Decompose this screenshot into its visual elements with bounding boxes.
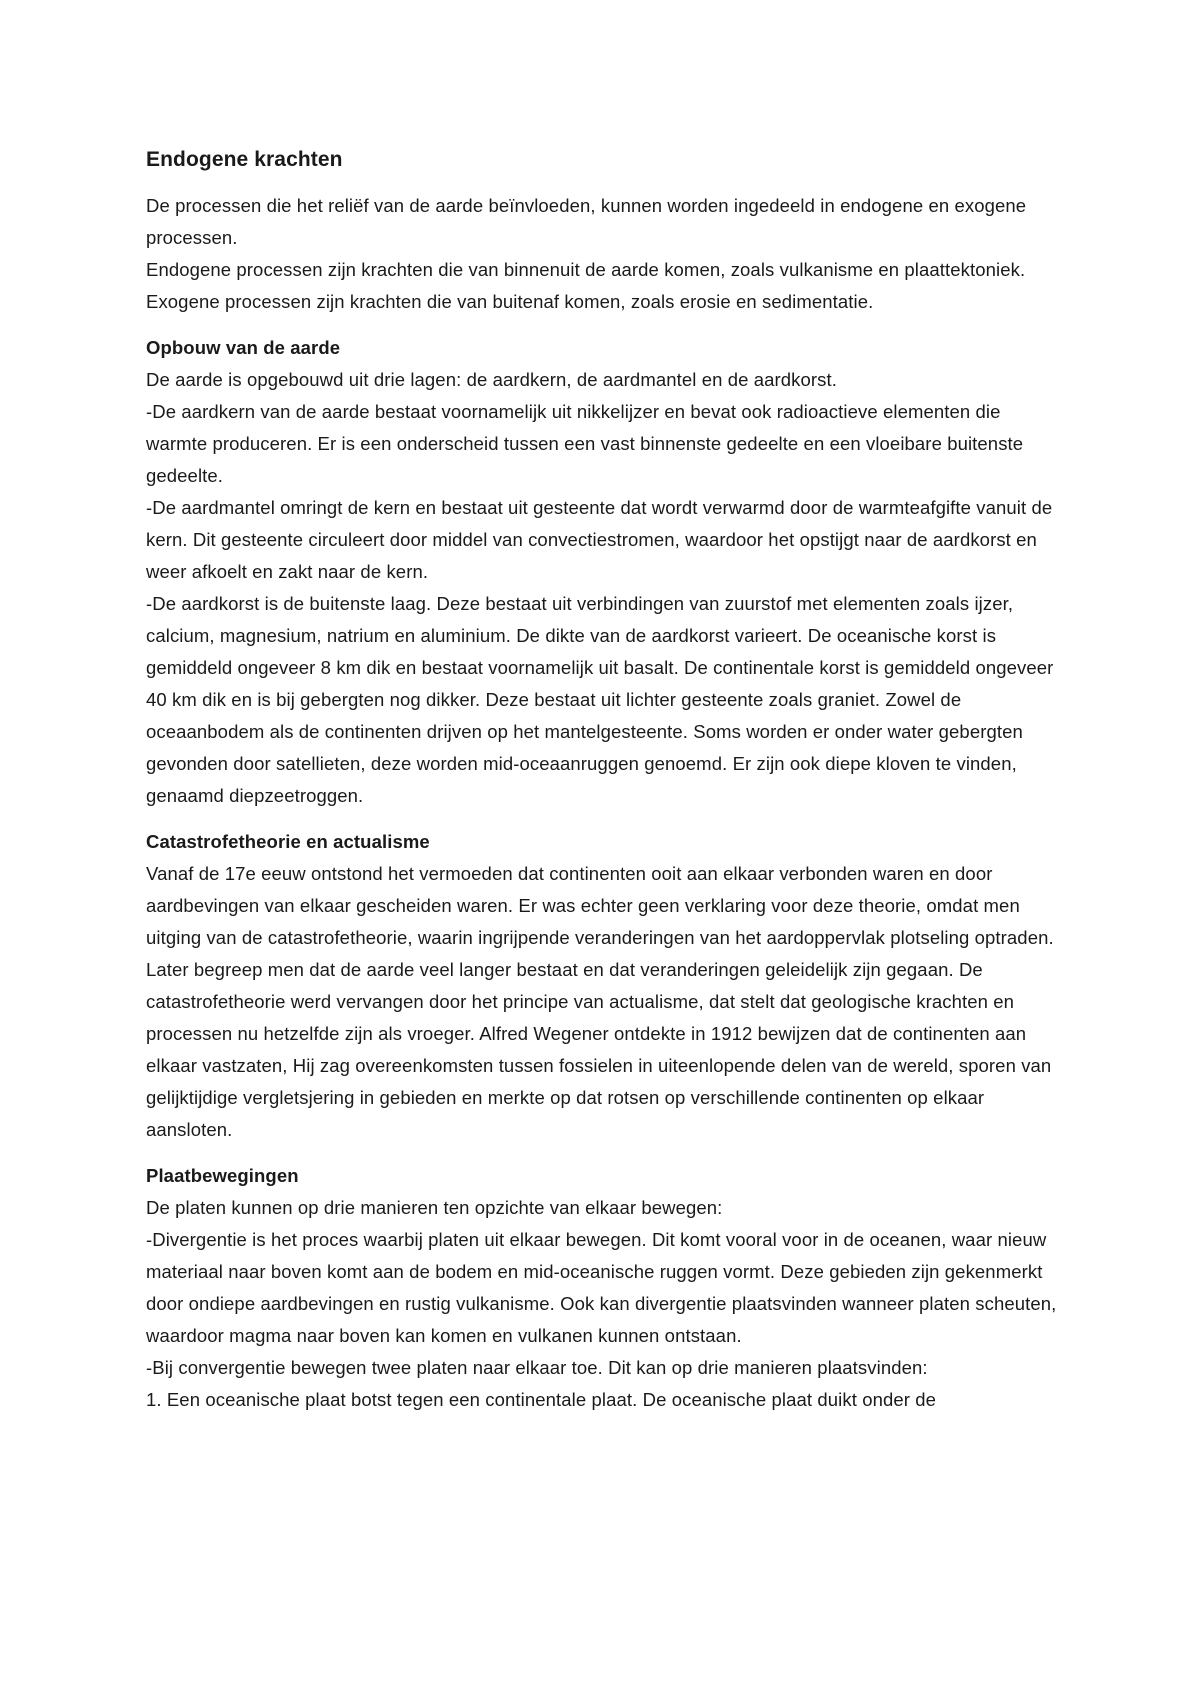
section-heading-catastrofetheorie: Catastrofetheorie en actualisme [146, 831, 430, 852]
section-spacer [146, 318, 1066, 332]
section-paragraph: -De aardkern van de aarde bestaat voornamelijk uit nikkelijzer en bevat ook radioactieve elementen die warmte produceren. Er is een onderscheid tussen een vast binnenste gedeelte en een vloeibare buitenste gedeelte. [146, 401, 1024, 486]
intro-paragraph: Exogene processen zijn krachten die van buitenaf komen, zoals erosie en sedimentatie. [146, 291, 874, 312]
intro-paragraph: De processen die het reliëf van de aarde beïnvloeden, kunnen worden ingedeeld in endogene en exogene processen. [146, 195, 1027, 248]
document-title: Endogene krachten [146, 148, 343, 171]
section-paragraph: De platen kunnen op drie manieren ten opzichte van elkaar bewegen: [146, 1197, 723, 1218]
section-paragraph: -De aardmantel omringt de kern en bestaat uit gesteente dat wordt verwarmd door de warmteafgifte vanuit de kern. Dit gesteente circuleert door middel van convectiestromen, waardoor het opstijgt naar de aardkorst en weer afkoelt en zakt naar de kern. [146, 497, 1053, 582]
section-paragraph: -De aardkorst is de buitenste laag. Deze bestaat uit verbindingen van zuurstof met elementen zoals ijzer, calcium, magnesium, natrium en aluminium. De dikte van de aardkorst varieert. De oceanische korst is gemiddeld ongeveer 8 km dik en bestaat voornamelijk uit basalt. De continentale korst is gemiddeld ongeveer 40 km dik en is bij gebergten nog dikker. Deze bestaat uit lichter gesteente zoals graniet. Zowel de oceaanbodem als de continenten drijven op het mantelgesteente. Soms worden er onder water gebergten gevonden door satellieten, deze worden mid-oceaanruggen genoemd. Er zijn ook diepe kloven te vinden, genaamd diepzeetroggen. [146, 593, 1054, 806]
section-heading-opbouw: Opbouw van de aarde [146, 337, 341, 358]
section-paragraph: -Divergentie is het proces waarbij platen uit elkaar bewegen. Dit komt vooral voor in de oceanen, waar nieuw materiaal naar boven komt aan de bodem en mid-oceanische ruggen vormt. Deze gebieden zijn gekenmerkt door ondiepe aardbevingen en rustig vulkanisme. Ook kan divergentie plaatsvinden wanneer platen scheuten, waardoor magma naar boven kan komen en vulkanen kunnen ontstaan. [146, 1229, 1057, 1346]
section-paragraph: -Bij convergentie bewegen twee platen naar elkaar toe. Dit kan op drie manieren plaatsvinden: [146, 1357, 928, 1378]
section-spacer [146, 812, 1066, 826]
intro-paragraph: Endogene processen zijn krachten die van binnenuit de aarde komen, zoals vulkanisme en plaattektoniek. [146, 259, 1026, 280]
section-heading-plaatbewegingen: Plaatbewegingen [146, 1165, 299, 1186]
section-paragraph: De aarde is opgebouwd uit drie lagen: de aardkern, de aardmantel en de aardkorst. [146, 369, 837, 390]
section-spacer [146, 1146, 1066, 1160]
section-paragraph: 1. Een oceanische plaat botst tegen een continentale plaat. De oceanische plaat duikt onder de [146, 1389, 937, 1410]
section-paragraph: Vanaf de 17e eeuw ontstond het vermoeden dat continenten ooit aan elkaar verbonden waren en door aardbevingen van elkaar gescheiden waren. Er was echter geen verklaring voor deze theorie, omdat men uitging van de catastrofetheorie, waarin ingrijpende veranderingen van het aardoppervlak plotseling optraden. Later begreep men dat de aarde veel langer bestaat en dat veranderingen geleidelijk zijn gegaan. De catastrofetheorie werd vervangen door het principe van actualisme, dat stelt dat geologische krachten en processen nu hetzelfde zijn als vroeger. Alfred Wegener ontdekte in 1912 bewijzen dat de continenten aan elkaar vastzaten, Hij zag overeenkomsten tussen fossielen in uiteenlopende delen van de wereld, sporen van gelijktijdige vergletsjering in gebieden en merkte op dat rotsen op verschillende continenten op elkaar aansloten. [146, 863, 1054, 1140]
document-body [146, 140, 1066, 1416]
